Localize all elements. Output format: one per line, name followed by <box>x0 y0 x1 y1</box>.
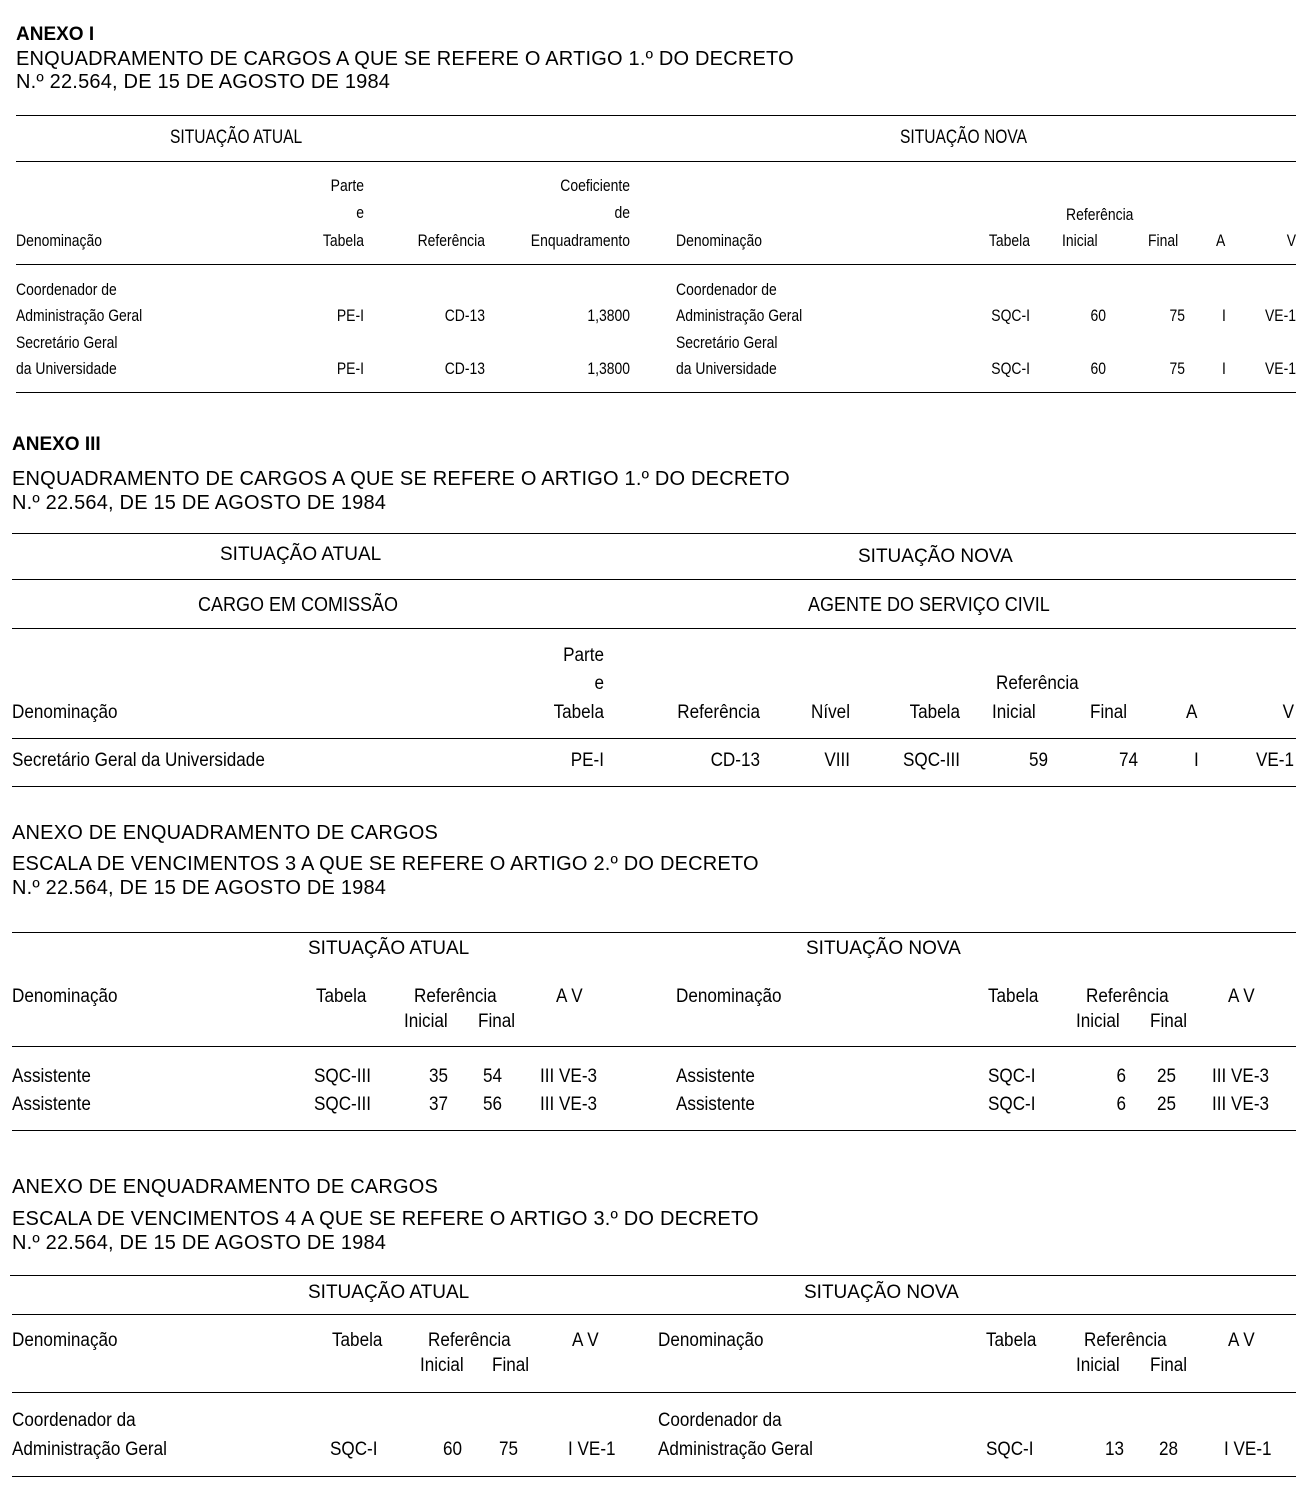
col-v: V <box>1282 702 1294 723</box>
divider <box>12 1392 1296 1393</box>
anexo-3-title-line1: ENQUADRAMENTO DE CARGOS A QUE SE REFERE O ARTIGO 1.º DO DECRETO <box>12 468 790 490</box>
cell-denominacao: Secretário Geral <box>16 333 118 352</box>
col-parte-3: Tabela <box>553 702 604 723</box>
cell-v: VE-1 <box>1255 750 1294 771</box>
cell-tabela: SQC-I <box>991 306 1030 325</box>
divider <box>12 1130 1296 1131</box>
col-coef-1: Coeficiente <box>560 176 630 195</box>
cell-denominacao-nova: Administração Geral <box>658 1439 813 1460</box>
col-referencia-group: Referência <box>996 673 1079 694</box>
cell-final-nova: 25 <box>1156 1094 1176 1115</box>
cell-inicial: 60 <box>442 1439 462 1460</box>
agente-servico-civil-label: AGENTE DO SERVIÇO CIVIL <box>808 594 1050 616</box>
col-final: Final <box>1148 231 1179 250</box>
col-inicial: Inicial <box>420 1355 464 1376</box>
cell-a: I <box>1194 750 1199 771</box>
col-inicial-nova: Inicial <box>1076 1355 1120 1376</box>
cell-a: I <box>1222 359 1226 378</box>
cell-denominacao-nova: Assistente <box>676 1066 755 1087</box>
col-tabela: Tabela <box>316 986 367 1007</box>
divider <box>12 738 1296 739</box>
cell-parte: PE-I <box>336 359 364 378</box>
situacao-atual-label: SITUAÇÃO ATUAL <box>308 1282 470 1303</box>
col-a: A <box>1216 231 1226 250</box>
divider <box>16 115 1296 116</box>
col-referencia-group: Referência <box>1066 205 1134 224</box>
cell-tabela-nova: SQC-I <box>986 1439 1034 1460</box>
cell-parte: PE-I <box>570 750 604 771</box>
anexo-ev4-heading: ANEXO DE ENQUADRAMENTO DE CARGOS <box>12 1176 439 1198</box>
cell-denominacao: Assistente <box>12 1094 91 1115</box>
cell-inicial-nova: 13 <box>1104 1439 1124 1460</box>
anexo-ev4-title-line2: N.º 22.564, DE 15 DE AGOSTO DE 1984 <box>12 1232 387 1254</box>
col-coef-3: Enquadramento <box>530 231 630 250</box>
divider <box>12 628 1296 629</box>
col-parte-3: Tabela <box>322 231 364 250</box>
cell-inicial-nova: 6 <box>1116 1066 1126 1087</box>
divider <box>16 264 1296 265</box>
col-denominacao-nova: Denominação <box>676 986 782 1007</box>
cell-denominacao-nova: Administração Geral <box>676 306 803 325</box>
col-v: V <box>1286 231 1296 250</box>
anexo-1-title-line2: N.º 22.564, DE 15 DE AGOSTO DE 1984 <box>16 71 391 93</box>
cell-referencia: CD-13 <box>710 750 760 771</box>
cell-coeficiente: 1,3800 <box>587 359 630 378</box>
col-tabela-nova: Tabela <box>988 986 1039 1007</box>
anexo-1-heading: ANEXO I <box>16 24 95 45</box>
col-denominacao-nova: Denominação <box>676 231 763 250</box>
cell-final: 75 <box>498 1439 518 1460</box>
cell-denominacao-nova: Coordenador da <box>658 1410 782 1431</box>
cargo-em-comissao-label: CARGO EM COMISSÃO <box>198 594 399 616</box>
cell-coeficiente: 1,3800 <box>587 306 630 325</box>
col-referencia: Referência <box>417 231 485 250</box>
cell-tabela: SQC-I <box>330 1439 378 1460</box>
col-av: A V <box>556 986 583 1007</box>
anexo-1-title-line1: ENQUADRAMENTO DE CARGOS A QUE SE REFERE O ARTIGO 1.º DO DECRETO <box>16 48 794 70</box>
cell-inicial: 59 <box>1028 750 1048 771</box>
cell-final-nova: 28 <box>1158 1439 1178 1460</box>
col-parte-1: Parte <box>563 645 604 666</box>
situacao-nova-label: SITUAÇÃO NOVA <box>804 1282 959 1303</box>
col-inicial: Inicial <box>404 1011 448 1032</box>
cell-tabela: SQC-III <box>314 1066 372 1087</box>
cell-tabela-nova: SQC-I <box>988 1066 1036 1087</box>
situacao-nova-label: SITUAÇÃO NOVA <box>858 546 1013 567</box>
situacao-atual-label: SITUAÇÃO ATUAL <box>308 938 470 959</box>
anexo-ev3-heading: ANEXO DE ENQUADRAMENTO DE CARGOS <box>12 822 439 844</box>
cell-final: 56 <box>482 1094 502 1115</box>
cell-av-nova: III VE-3 <box>1212 1066 1270 1087</box>
cell-parte: PE-I <box>336 306 364 325</box>
cell-tabela: SQC-I <box>991 359 1030 378</box>
divider <box>10 1275 1296 1276</box>
cell-av-nova: I VE-1 <box>1224 1439 1272 1460</box>
col-tabela-nova: Tabela <box>986 1330 1037 1351</box>
cell-denominacao: Secretário Geral da Universidade <box>12 750 265 771</box>
col-denominacao: Denominação <box>12 1330 118 1351</box>
situacao-nova-label: SITUAÇÃO NOVA <box>900 127 1027 148</box>
cell-inicial: 37 <box>428 1094 448 1115</box>
col-final: Final <box>478 1011 516 1032</box>
cell-denominacao: Coordenador de <box>16 280 117 299</box>
col-denominacao: Denominação <box>12 986 118 1007</box>
col-nivel: Nível <box>811 702 850 723</box>
col-parte-2: e <box>356 203 364 222</box>
cell-denominacao-nova: Coordenador de <box>676 280 777 299</box>
col-denominacao: Denominação <box>12 702 118 723</box>
col-referencia-group-nova: Referência <box>1084 1330 1167 1351</box>
cell-tabela: SQC-III <box>902 750 960 771</box>
col-final: Final <box>492 1355 530 1376</box>
cell-a: I <box>1222 306 1226 325</box>
col-final-nova: Final <box>1150 1011 1188 1032</box>
cell-inicial-nova: 6 <box>1116 1094 1126 1115</box>
divider <box>12 786 1296 787</box>
cell-denominacao: Administração Geral <box>12 1439 167 1460</box>
col-tabela: Tabela <box>988 231 1030 250</box>
anexo-ev3-title-line1: ESCALA DE VENCIMENTOS 3 A QUE SE REFERE O ARTIGO 2.º DO DECRETO <box>12 853 759 875</box>
col-av: A V <box>572 1330 599 1351</box>
cell-final-nova: 25 <box>1156 1066 1176 1087</box>
cell-referencia: CD-13 <box>444 359 485 378</box>
cell-final: 74 <box>1118 750 1138 771</box>
cell-v: VE-1 <box>1265 306 1296 325</box>
cell-av: III VE-3 <box>540 1066 598 1087</box>
col-coef-2: de <box>614 203 630 222</box>
situacao-atual-label: SITUAÇÃO ATUAL <box>170 127 303 148</box>
cell-final: 75 <box>1169 306 1185 325</box>
col-tabela: Tabela <box>909 702 960 723</box>
divider <box>12 533 1296 534</box>
col-a: A <box>1186 702 1198 723</box>
situacao-nova-label: SITUAÇÃO NOVA <box>806 938 961 959</box>
col-inicial: Inicial <box>992 702 1036 723</box>
cell-nivel: VIII <box>824 750 850 771</box>
cell-denominacao-nova: da Universidade <box>676 359 777 378</box>
situacao-atual-label: SITUAÇÃO ATUAL <box>220 544 382 565</box>
col-referencia-group: Referência <box>414 986 497 1007</box>
divider <box>12 1314 1296 1315</box>
anexo-3-title-line2: N.º 22.564, DE 15 DE AGOSTO DE 1984 <box>12 492 387 514</box>
col-final: Final <box>1090 702 1128 723</box>
col-inicial: Inicial <box>1062 231 1098 250</box>
col-inicial-nova: Inicial <box>1076 1011 1120 1032</box>
cell-av-nova: III VE-3 <box>1212 1094 1270 1115</box>
cell-v: VE-1 <box>1265 359 1296 378</box>
col-av-nova: A V <box>1228 986 1255 1007</box>
cell-denominacao-nova: Secretário Geral <box>676 333 778 352</box>
anexo-ev3-title-line2: N.º 22.564, DE 15 DE AGOSTO DE 1984 <box>12 877 387 899</box>
col-parte-1: Parte <box>330 176 364 195</box>
divider <box>12 932 1296 933</box>
col-referencia-group-nova: Referência <box>1086 986 1169 1007</box>
anexo-3-heading: ANEXO III <box>12 434 101 455</box>
cell-denominacao: Administração Geral <box>16 306 143 325</box>
cell-inicial: 35 <box>428 1066 448 1087</box>
divider <box>16 392 1296 393</box>
divider <box>12 579 1296 580</box>
col-denominacao-nova: Denominação <box>658 1330 764 1351</box>
cell-inicial: 60 <box>1090 306 1106 325</box>
cell-denominacao: da Universidade <box>16 359 117 378</box>
cell-referencia: CD-13 <box>444 306 485 325</box>
col-parte-2: e <box>594 673 604 694</box>
cell-denominacao-nova: Assistente <box>676 1094 755 1115</box>
cell-final: 54 <box>482 1066 502 1087</box>
divider <box>12 1476 1296 1477</box>
cell-denominacao: Coordenador da <box>12 1410 136 1431</box>
cell-inicial: 60 <box>1090 359 1106 378</box>
divider <box>12 1046 1296 1047</box>
divider <box>16 161 1296 162</box>
cell-denominacao: Assistente <box>12 1066 91 1087</box>
col-denominacao: Denominação <box>16 231 103 250</box>
cell-tabela: SQC-III <box>314 1094 372 1115</box>
col-final-nova: Final <box>1150 1355 1188 1376</box>
col-referencia-group: Referência <box>428 1330 511 1351</box>
cell-tabela-nova: SQC-I <box>988 1094 1036 1115</box>
cell-av: I VE-1 <box>568 1439 616 1460</box>
anexo-ev4-title-line1: ESCALA DE VENCIMENTOS 4 A QUE SE REFERE O ARTIGO 3.º DO DECRETO <box>12 1208 759 1230</box>
cell-final: 75 <box>1169 359 1185 378</box>
col-av-nova: A V <box>1228 1330 1255 1351</box>
col-tabela: Tabela <box>332 1330 383 1351</box>
col-referencia: Referência <box>677 702 760 723</box>
cell-av: III VE-3 <box>540 1094 598 1115</box>
